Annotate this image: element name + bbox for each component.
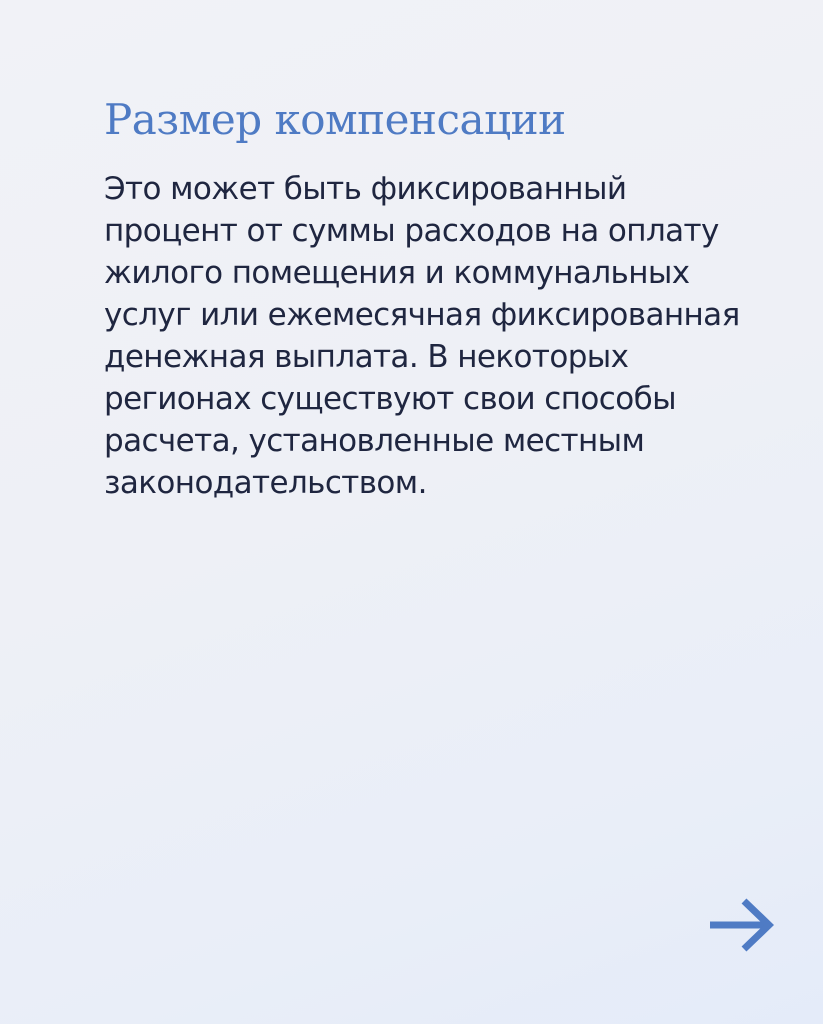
body-line: процент от суммы расходов на оплату xyxy=(104,213,719,249)
body-line: денежная выплата. В некоторых xyxy=(104,339,629,375)
slide-title: Размер компенсации xyxy=(104,95,566,144)
body-line: законодательством. xyxy=(104,465,427,501)
body-line: расчета, установленные местным xyxy=(104,423,645,459)
slide-body-text xyxy=(104,168,764,504)
arrow-right-icon xyxy=(706,896,774,954)
next-slide-button[interactable] xyxy=(706,896,774,954)
body-line: услуг или ежемесячная фиксированная xyxy=(104,297,740,333)
body-line: жилого помещения и коммунальных xyxy=(104,255,690,291)
body-line: Это может быть фиксированный xyxy=(104,171,627,207)
body-line: регионах существуют свои способы xyxy=(104,381,676,417)
